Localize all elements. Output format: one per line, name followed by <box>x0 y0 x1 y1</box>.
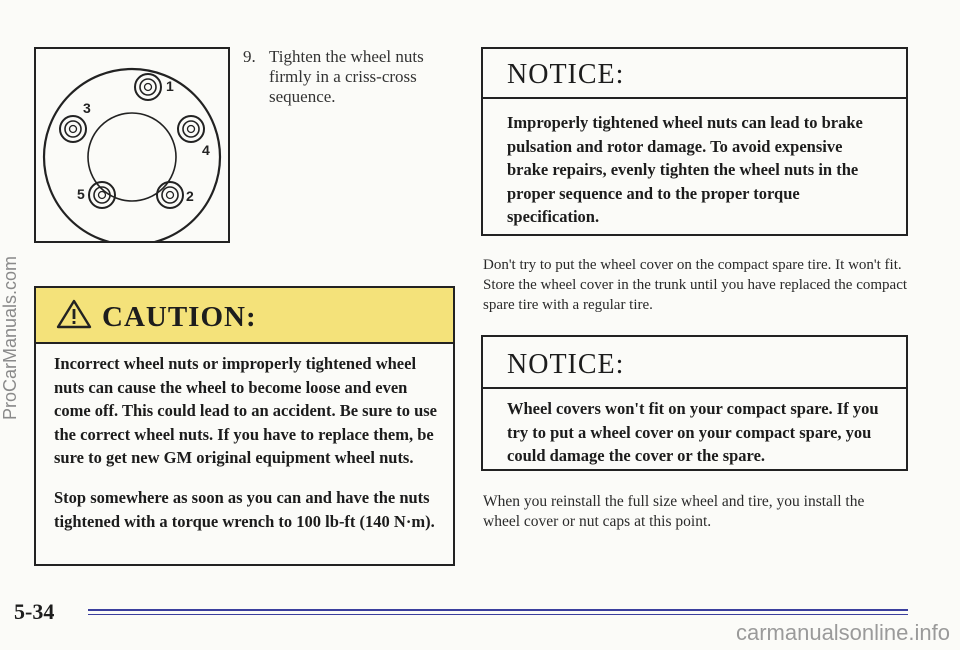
lug-label-1: 1 <box>166 78 174 94</box>
wheel-svg <box>36 49 228 241</box>
notice-box-wheel-cover <box>481 335 908 471</box>
notice-text: Wheel covers won't fit on your compact spare. If you try to put a wheel cover on your compact spare, you could damage the cover or the spare. <box>507 399 879 465</box>
caution-paragraph-2: Stop somewhere as soon as you can and have the nuts tightened with a torque wrench to 100 lb-ft (140 N·m). <box>54 488 435 531</box>
notice-divider <box>483 97 906 99</box>
lug-nut-4 <box>178 116 204 142</box>
compact-spare-paragraph: Don't try to put the wheel cover on the compact spare tire. It won't fit. Store the wheel cover in the trunk until you have replaced the compact spare tire with a regular tire. <box>483 257 908 313</box>
lug-label-5: 5 <box>77 186 85 202</box>
wheel-nut-sequence-diagram <box>34 47 230 243</box>
lug-label-4: 4 <box>202 142 210 158</box>
lug-nut-3 <box>60 116 86 142</box>
notice-title: NOTICE: <box>507 349 625 380</box>
caution-paragraph-1: Incorrect wheel nuts or improperly tightened wheel nuts can cause the wheel to become loose and even come off. This could lead to an accident. Be sure to use the correct wheel nuts. If you have to replace them, be sure to get new GM original equipment wheel nuts. <box>54 354 438 467</box>
footer-rule-thin <box>88 614 908 615</box>
step-text: Tighten the wheel nuts firmly in a criss-cross sequence. <box>269 47 424 106</box>
lug-label-2: 2 <box>186 188 194 204</box>
caution-title: CAUTION: <box>102 301 257 333</box>
notice-divider <box>483 387 906 389</box>
caution-box <box>34 286 455 566</box>
caution-header <box>36 288 453 344</box>
notice-text: Improperly tightened wheel nuts can lead to brake pulsation and rotor damage. To avoid expensive brake repairs, evenly tighten the wheel nuts in the proper sequence and to the proper torque specification. <box>507 113 863 226</box>
notice-title: NOTICE: <box>507 59 625 90</box>
lug-label-3: 3 <box>83 100 91 116</box>
lug-nut-2 <box>157 182 183 208</box>
lug-nut-1 <box>135 74 161 100</box>
page-number: 5-34 <box>14 599 55 624</box>
step-number: 9. <box>243 47 256 66</box>
notice-box-brake <box>481 47 908 236</box>
footer-rule <box>88 609 908 611</box>
warning-triangle-icon <box>56 298 92 330</box>
watermark-bottom: carmanualsonline.info <box>735 620 950 645</box>
reinstall-paragraph: When you reinstall the full size wheel and tire, you install the wheel cover or nut caps at this point. <box>483 493 865 530</box>
